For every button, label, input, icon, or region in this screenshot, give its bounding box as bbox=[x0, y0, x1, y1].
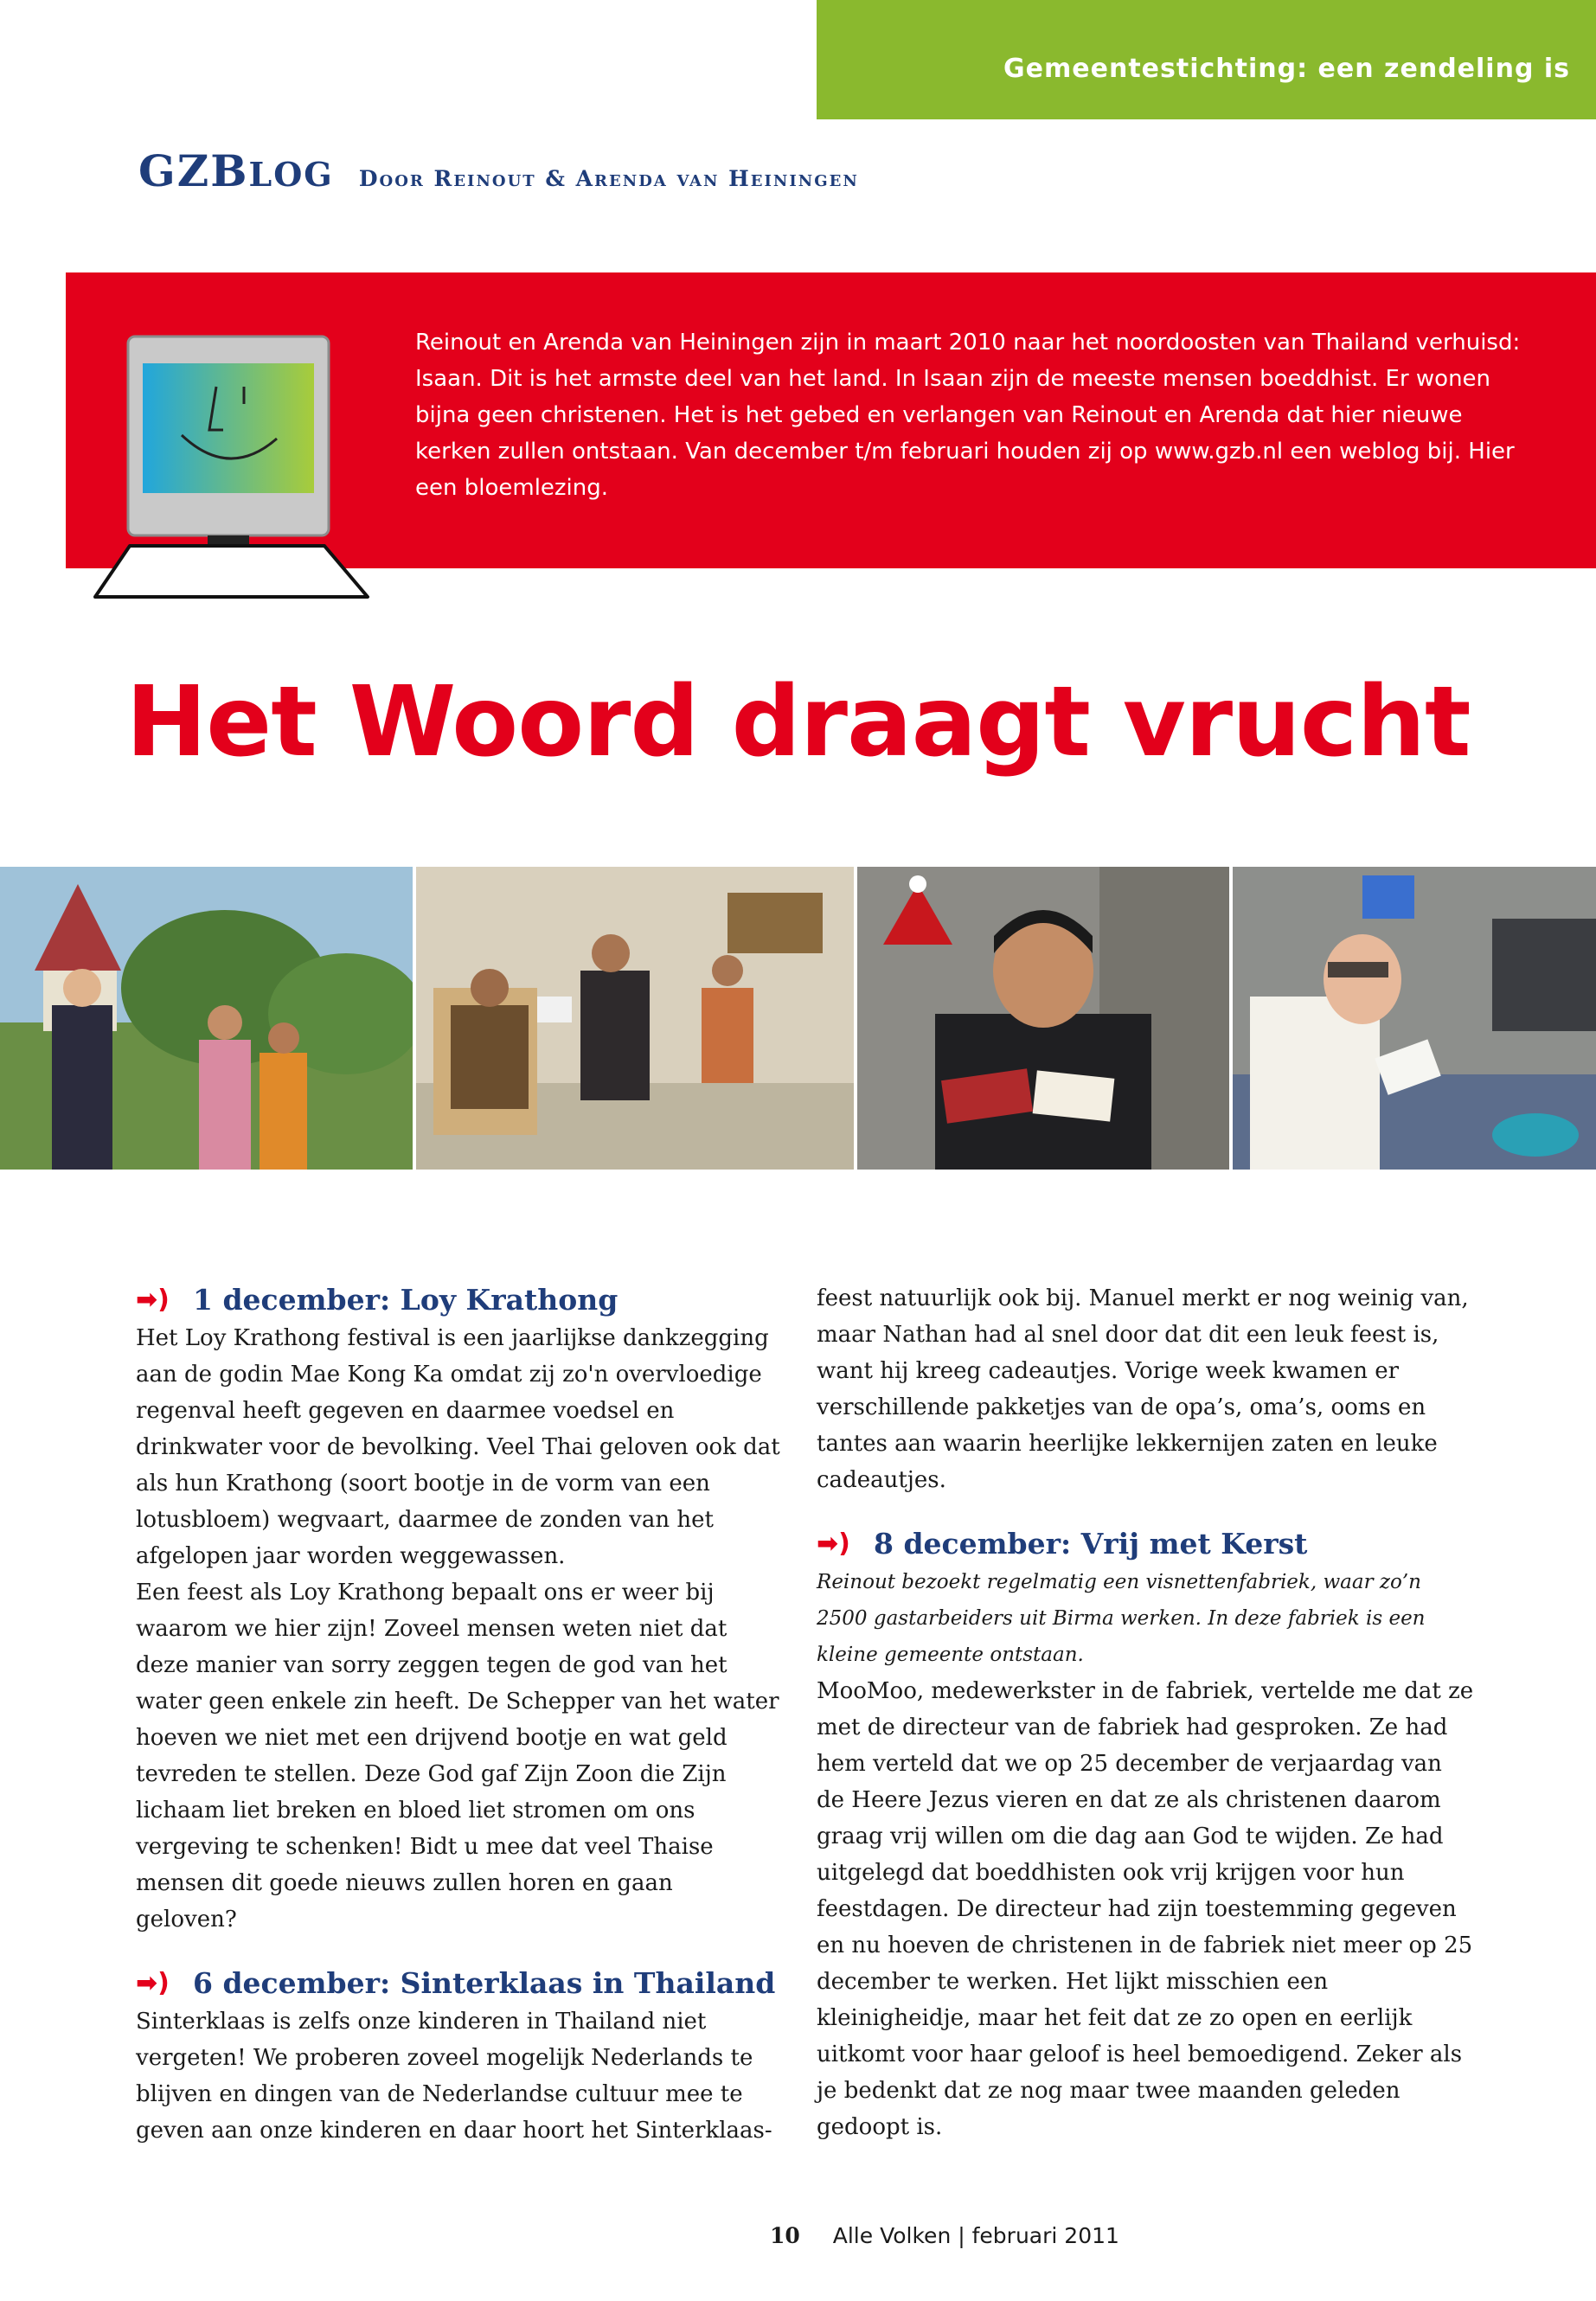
blog-logo bbox=[138, 145, 334, 196]
section-title: 6 december: Sinterklaas in Thailand bbox=[193, 1966, 776, 2000]
photo-man-reading-bible bbox=[857, 867, 1229, 1170]
paragraph: Het Loy Krathong festival is een jaarlijkse dankzegging aan de godin Mae Kong Ka omdat zij zo'n overvloedige regenval heeft gegeven en daarmee voedsel en drinkwater voor de bevolking. Veel Thai geloven ook dat als hun Krathong (soort bootje in de vorm van een lotusbloem) wegvaart, daarmee de zonden van het afgelopen jaar worden weggewassen. bbox=[136, 1325, 780, 1569]
page-headline: Het Woord draagt vrucht bbox=[125, 666, 1471, 779]
section-lead: Reinout bezoekt regelmatig een visnettenfabriek, waar zo’n 2500 gastarbeiders uit Birma werken. In deze fabriek is een kleine gemeente ontstaan. bbox=[817, 1571, 1426, 1666]
paragraph: Een feest als Loy Krathong bepaalt ons er weer bij waarom we hier zijn! Zoveel mensen weten niet dat deze manier van sorry zeggen tegen de god van het water geen enkele zin heeft. De Schepper van het water hoeven we niet met een drijvend bootje en wat geld tevreden te stellen. Deze God gaf Zijn Zoon die Zijn lichaam liet breken en bloed liet stromen om ons vergeving te schenken! Bidt u mee dat veel Thaise mensen dit goede nieuws zullen horen en gaan geloven? bbox=[136, 1580, 779, 1932]
arrow-icon: ➡︎) bbox=[817, 1529, 850, 1559]
section-title: 8 december: Vrij met Kerst bbox=[874, 1527, 1308, 1561]
photo-temple-family bbox=[0, 867, 413, 1170]
section-title: Gemeentestichting: een zendeling is bbox=[1003, 54, 1570, 84]
section-title: 1 december: Loy Krathong bbox=[193, 1283, 619, 1317]
column-left bbox=[136, 1280, 780, 2149]
issue-date: februari 2011 bbox=[971, 2223, 1119, 2248]
section-banner bbox=[817, 0, 1596, 119]
section-heading-loy-krathong bbox=[136, 1280, 780, 1320]
masthead bbox=[138, 145, 859, 196]
logo-main: GZB bbox=[138, 145, 249, 196]
byline: Door Reinout & Arenda van Heiningen bbox=[358, 166, 859, 191]
paragraph: MooMoo, medewerkster in de fabriek, vertelde me dat ze met de directeur van de fabriek had gesproken. Ze had hem verteld dat we op 25 december de verjaardag van de Heere Jezus vieren en dat ze als christenen daarom graag vrij willen om die dag aan God te wijden. Ze had uitgelegd dat boeddhisten ook vrij krijgen voor hun feestdagen. De directeur had zijn toestemming gegeven en nu hoeven de christenen in de fabriek niet meer op 25 december te werken. Het lijkt misschien een kleinigheidje, maar het feit dat ze zo open en eerlijk uitkomt voor haar geloof is heel bemoedigend. Zeker als je bedenkt dat ze nog maar twee maanden geleden gedoopt is. bbox=[817, 1678, 1474, 2140]
computer-monitor-icon bbox=[87, 333, 372, 601]
photo-strip bbox=[0, 867, 1596, 1170]
logo-rest: LOG bbox=[248, 155, 334, 194]
photo-women-reading bbox=[416, 867, 854, 1170]
intro-text: Reinout en Arenda van Heiningen zijn in maart 2010 naar het noordoosten van Thailand verhuisd: Isaan. Dit is het armste deel van het land. In Isaan zijn de meeste mensen boeddhist. Er wonen bijna geen christenen. Het is het gebed en verlangen van Reinout en Arenda dat hier nieuwe kerken zullen ontstaan. Van december t/m februari houden zij op www.gzb.nl een weblog bij. Hier een bloemlezing. bbox=[415, 330, 1521, 501]
magazine-name: Alle Volken bbox=[832, 2223, 952, 2248]
paragraph: feest natuurlijk ook bij. Manuel merkt er nog weinig van, maar Nathan had al snel door dat dit een leuk feest is, want hij kreeg cadeautjes. Vorige week kwamen er verschillende pakketjes van de opa’s, oma’s, ooms en tantes aan waarin heerlijke lekkernijen zaten en leuke cadeautjes. bbox=[817, 1285, 1469, 1493]
page-number: 10 bbox=[770, 2223, 800, 2248]
arrow-icon: ➡︎) bbox=[136, 1968, 170, 1998]
section-heading-sinterklaas bbox=[136, 1964, 780, 2003]
arrow-icon: ➡︎) bbox=[136, 1285, 170, 1315]
photo-man-studying bbox=[1233, 867, 1596, 1170]
section-heading-vrij-met-kerst bbox=[817, 1524, 1474, 1564]
page-footer: 10 Alle Volken | februari 2011 bbox=[770, 2223, 1119, 2248]
paragraph: Sinterklaas is zelfs onze kinderen in Thailand niet vergeten! We proberen zoveel mogelijk Nederlands te blijven en dingen van de Nederlandse cultuur mee te geven aan onze kinderen en daar hoort het Sinterklaas- bbox=[136, 2009, 772, 2144]
column-right bbox=[817, 1280, 1474, 2145]
